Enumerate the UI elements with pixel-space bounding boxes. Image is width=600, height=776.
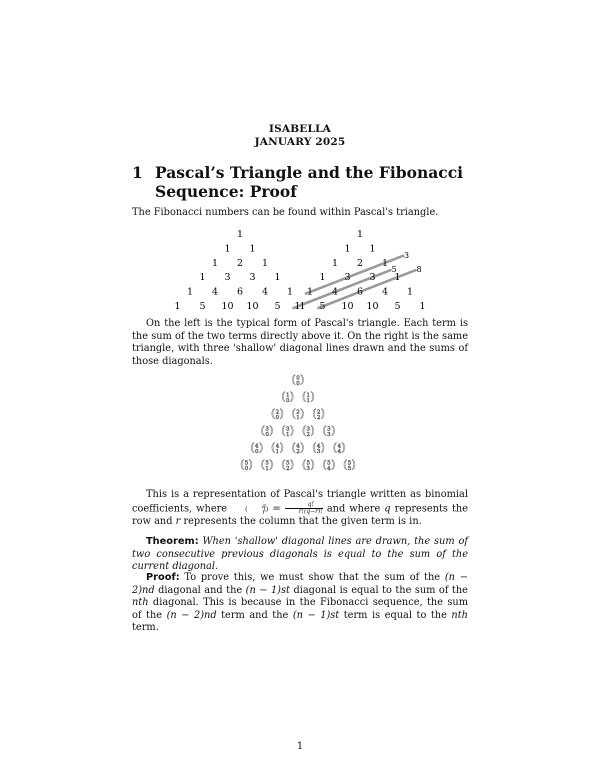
desc2-line3: that the given term is in.	[298, 515, 422, 527]
binomial-left-paren: (	[312, 407, 317, 420]
binomial-left-paren: (	[291, 373, 296, 386]
binomial-top: 2	[316, 409, 321, 416]
description-paragraph-2	[132, 489, 468, 528]
binomial-right-paren: )	[300, 407, 305, 420]
binomial-coefficient	[323, 424, 336, 438]
desc2-line1: This is a representation of Pascal's triangle written as binomial coefficients,	[132, 489, 468, 515]
binomial-right-paren: )	[341, 441, 346, 454]
binomial-top: 5	[347, 460, 352, 467]
left-triangle-entry: 1	[236, 229, 244, 240]
binomial-top: 5	[306, 460, 311, 467]
binomial-top: 1	[306, 392, 311, 399]
fraction-denominator: r!(q−r)!	[298, 508, 323, 516]
binomial-bottom: 1	[306, 398, 311, 404]
desc2-represents-column: represents the column	[183, 515, 296, 527]
proof-text-6: term is equal to the	[343, 609, 447, 621]
proof-math-4: (n − 2)nd	[166, 609, 217, 621]
binomial-bottom: 2	[316, 415, 321, 421]
binomial-left-paren: (	[343, 458, 348, 471]
right-triangle-entry: 5	[319, 301, 326, 312]
right-triangle-entry: 10	[341, 301, 354, 312]
pascal-triangles-figure	[0, 226, 600, 326]
binomial-top: 3	[285, 426, 290, 433]
binomial-triangle-figure	[0, 370, 600, 480]
binomial-coefficient	[271, 407, 284, 421]
binomial-bottom: 1	[285, 432, 290, 438]
binomial-top: 2	[296, 409, 300, 416]
binomial-coefficient	[281, 390, 294, 404]
right-triangle-entry: 1	[356, 229, 364, 240]
binomial-coefficient	[302, 424, 315, 438]
binomial-bottom: 0	[285, 398, 290, 404]
right-triangle-entry: 1	[419, 301, 426, 312]
binomial-right-paren: )	[258, 441, 264, 454]
binomial-right-paren: )	[269, 458, 274, 471]
binomial-left-paren: (	[291, 407, 296, 420]
binomial-left-paren: (	[332, 441, 338, 454]
proof-math-5: (n − 1)st	[292, 609, 340, 621]
desc2-represents-row: represents the row and	[132, 503, 468, 527]
diagonal-sum-label: 8	[416, 265, 422, 275]
binomial-bottom: 4	[337, 449, 341, 455]
binomial-coefficient	[271, 441, 284, 455]
left-triangle-entry: 1	[249, 243, 256, 255]
binomial-coefficient	[323, 458, 336, 472]
left-triangle-entry: 3	[224, 272, 231, 284]
proof-paragraph	[132, 572, 468, 635]
left-triangle-entry: 1	[199, 272, 206, 284]
binomial-bottom: 2	[306, 432, 311, 438]
binomial-coefficient	[292, 407, 305, 421]
binomial-bottom: 4	[327, 466, 331, 472]
binomial-right-paren: )	[300, 441, 305, 454]
binomial-right-paren: )	[289, 458, 295, 471]
left-triangle-entry: 10	[221, 301, 234, 312]
right-triangle-entry: 4	[331, 286, 339, 298]
right-triangle-entry: 4	[381, 286, 389, 298]
binomial-left-paren: (	[281, 390, 286, 403]
binomial-bottom: 0	[255, 449, 259, 455]
author-name: ISABELLA	[268, 123, 332, 135]
section-number: 1	[132, 163, 143, 182]
right-triangle-entry: 5	[394, 301, 401, 312]
binomial-top: 3	[327, 426, 331, 433]
binomial-left-paren: (	[301, 424, 307, 437]
left-triangle-entry: 1	[186, 286, 194, 298]
binomial-bottom: 0	[275, 415, 280, 421]
left-triangle-entry: 1	[174, 301, 181, 312]
binomial-left-paren: (	[271, 407, 276, 420]
inline-binom-bottom: r	[262, 507, 266, 516]
binomial-right-paren: )	[310, 458, 315, 471]
binomial-right-paren: )	[320, 441, 325, 454]
left-triangle-entry: 6	[236, 286, 244, 298]
right-triangle-entry: 10	[366, 301, 379, 312]
left-triangle-entry: 1	[211, 257, 219, 269]
binomial-coefficient	[261, 424, 274, 438]
theorem-body: When 'shallow' diagonal lines are drawn, the sum of two consecutive previous diagonals is equal to the sum of the current diagonal.	[132, 536, 468, 573]
proof-label: Proof:	[146, 572, 180, 583]
binomial-left-paren: (	[301, 458, 307, 471]
binomial-coefficient	[240, 458, 253, 472]
page-number: 1	[296, 741, 304, 752]
right-triangle-entry: 1	[319, 272, 326, 284]
proof-text-4: diagonal. This is because in the Fibonacci sequence, the sum of the	[132, 597, 468, 621]
binomial-coefficient	[343, 458, 356, 472]
binomial-right-paren: )	[279, 441, 284, 454]
binomial-top: 5	[285, 460, 290, 467]
left-triangle-entry: 1	[261, 257, 269, 269]
binomial-right-paren: )	[300, 373, 305, 386]
author-date: JANUARY 2025	[254, 136, 346, 148]
right-triangle-entry: 1	[369, 243, 376, 255]
right-triangle-entry: 3	[369, 272, 376, 284]
left-triangle-entry: 4	[261, 286, 269, 298]
binomial-top: 4	[255, 443, 259, 450]
left-triangle-entry: 3	[249, 272, 256, 284]
binomial-right-paren: )	[320, 407, 325, 420]
right-triangle-entry: 1	[331, 257, 339, 269]
description-paragraph-1: On the left is the typical form of Pascal's triangle. Each term is the sum of the two terms directly above it. On the right is the same triangle, with three 'shallow' diagonal lines drawn and the sums of those diagonals.	[132, 318, 468, 367]
binomial-coefficient	[261, 458, 274, 472]
diagonal-sum-label: 5	[391, 265, 397, 275]
binomial-bottom: 3	[306, 466, 311, 472]
binomial-left-paren: (	[301, 390, 307, 403]
binomial-coefficient	[302, 390, 315, 404]
right-triangle-entry: 3	[344, 272, 351, 284]
binomial-right-paren: )	[279, 407, 284, 420]
binomial-coefficient	[292, 373, 305, 387]
binomial-coefficient	[312, 441, 325, 455]
right-triangle-entry: 1	[294, 301, 301, 312]
proof-math-2: (n − 1)st	[245, 584, 290, 596]
inline-equals: =	[272, 503, 281, 515]
right-triangle-entry: 1	[344, 243, 351, 255]
binomial-right-paren: )	[351, 458, 356, 471]
inline-fraction	[285, 502, 323, 516]
desc2-and-where: and where	[326, 503, 381, 515]
inline-binomial: ( q r )	[245, 501, 269, 516]
binomial-top: 0	[296, 375, 300, 382]
binomial-left-paren: (	[312, 441, 317, 454]
theorem-label: Theorem:	[146, 536, 199, 547]
binomial-bottom: 2	[285, 466, 290, 472]
right-triangle-entry: 1	[306, 286, 314, 298]
proof-math-3: nth	[132, 597, 149, 609]
proof-text-7: term.	[132, 622, 159, 634]
right-triangle-entry: 1	[394, 272, 401, 284]
left-triangle-entry: 5	[199, 301, 206, 312]
binomial-top: 4	[316, 443, 321, 450]
binomial-top: 3	[306, 426, 311, 433]
binomial-right-paren: )	[289, 424, 295, 437]
binomial-bottom: 2	[296, 449, 300, 455]
author-block	[0, 123, 600, 149]
left-triangle-entry: 1	[224, 243, 231, 255]
binomial-bottom: 1	[275, 449, 280, 455]
desc2-q: q	[384, 503, 391, 515]
left-triangle-entry: 1	[286, 286, 294, 298]
left-triangle-entry: 1	[274, 272, 281, 284]
proof-math-1: (n − 2)nd	[132, 572, 468, 596]
right-triangle-entry: 2	[356, 257, 364, 269]
binomial-bottom: 1	[296, 415, 300, 421]
binomial-left-paren: (	[271, 441, 276, 454]
binomial-bottom: 0	[244, 466, 249, 472]
proof-text-2: diagonal and the	[158, 584, 243, 596]
binomial-left-paren: (	[240, 458, 245, 471]
binomial-coefficient	[250, 441, 263, 455]
binomial-bottom: 0	[296, 381, 300, 387]
binomial-left-paren: (	[250, 441, 255, 454]
binomial-left-paren: (	[322, 458, 327, 471]
binomial-right-paren: )	[269, 424, 274, 437]
left-triangle-entry: 2	[236, 257, 244, 269]
left-triangle-entry: 1	[299, 301, 306, 312]
binomial-coefficient	[281, 458, 294, 472]
desc2-r: r	[175, 515, 181, 527]
binomial-left-paren: (	[281, 424, 286, 437]
binomial-left-paren: (	[260, 424, 266, 437]
binomial-top: 4	[296, 443, 300, 450]
binomial-top: 4	[337, 443, 341, 450]
theorem-paragraph	[132, 536, 468, 574]
fraction-numerator: q!	[285, 502, 323, 510]
section-title: Pascal’s Triangle and the Fibonacci Sequence: Proof	[155, 163, 464, 201]
right-triangle-entry: 1	[406, 286, 414, 298]
desc2-where: where	[196, 503, 228, 515]
binomial-left-paren: (	[281, 458, 286, 471]
binomial-top: 1	[285, 392, 290, 399]
proof-math-6: nth	[451, 609, 468, 621]
left-triangle-entry: 5	[274, 301, 281, 312]
binomial-right-paren: )	[310, 390, 315, 403]
proof-text-5: term and the	[221, 609, 289, 621]
binomial-right-paren: )	[330, 424, 336, 437]
binomial-left-paren: (	[260, 458, 266, 471]
binomial-bottom: 1	[265, 466, 269, 472]
binomial-right-paren: )	[289, 390, 295, 403]
binomial-bottom: 0	[265, 432, 269, 438]
binomial-left-paren: (	[291, 441, 296, 454]
binomial-coefficient	[292, 441, 305, 455]
binomial-coefficient	[302, 458, 315, 472]
binomial-bottom: 5	[347, 466, 352, 472]
binomial-bottom: 3	[327, 432, 331, 438]
binomial-top: 5	[244, 460, 249, 467]
proof-text-1: To prove this, we must show that the sum of the	[184, 572, 441, 583]
binomial-top: 4	[275, 443, 280, 450]
binomial-top: 5	[327, 460, 331, 467]
left-triangle-entry: 10	[246, 301, 259, 312]
right-triangle-entry: 6	[356, 286, 364, 298]
binomial-coefficient	[312, 407, 325, 421]
binomial-left-paren: (	[322, 424, 327, 437]
inline-binom-top: q	[261, 501, 266, 510]
binomial-bottom: 3	[316, 449, 321, 455]
binomial-top: 2	[275, 409, 280, 416]
intro-paragraph: The Fibonacci numbers can be found within Pascal's triangle.	[132, 207, 439, 218]
right-triangle-entry: 1	[381, 257, 389, 269]
binomial-right-paren: )	[330, 458, 336, 471]
binomial-right-paren: )	[310, 424, 315, 437]
proof-text-3: diagonal is equal to the sum of the	[293, 584, 468, 596]
diagonal-sum-label: 3	[404, 250, 410, 260]
binomial-coefficient	[333, 441, 346, 455]
binomial-right-paren: )	[248, 458, 253, 471]
binomial-top: 3	[265, 426, 269, 433]
left-triangle-entry: 4	[211, 286, 219, 298]
binomial-top: 5	[265, 460, 269, 467]
binomial-coefficient	[281, 424, 294, 438]
